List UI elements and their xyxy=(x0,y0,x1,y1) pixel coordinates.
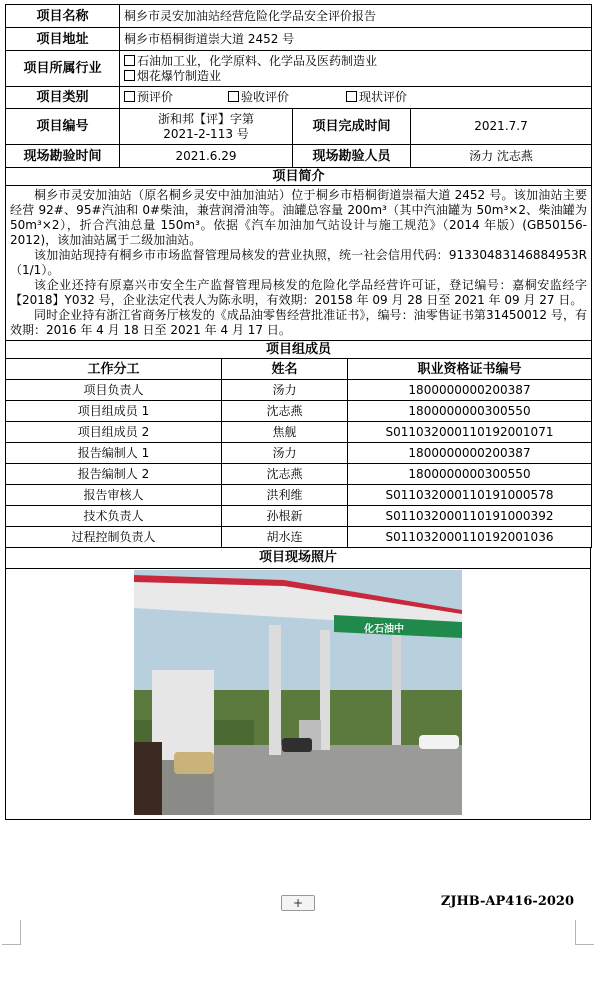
member-name: 沈志燕 xyxy=(222,464,348,485)
industry-option-petroleum[interactable]: 石油加工业，化学原料、化学品及医药制造业 xyxy=(124,54,587,69)
intro-paragraph: 该加油站现持有桐乡市市场监督管理局核发的营业执照，统一社会信用代码：91330483146884953R（1/1）。 xyxy=(10,248,588,277)
member-name: 沈志燕 xyxy=(222,401,348,422)
project-name-label: 项目名称 xyxy=(6,5,120,28)
checkbox-icon xyxy=(346,91,357,102)
intro-section-title: 项目简介 xyxy=(6,168,592,186)
canopy-sign-text: 化石油中 xyxy=(364,623,404,635)
table-row xyxy=(6,401,592,422)
type-option-status[interactable]: 现状评价 xyxy=(346,90,407,104)
member-certificate: S011032000110192001036 xyxy=(348,527,592,548)
table-row xyxy=(6,506,592,527)
project-name-value: 桐乡市灵安加油站经营危险化学品安全评价报告 xyxy=(120,5,592,28)
table-row xyxy=(6,422,592,443)
member-name: 汤力 xyxy=(222,443,348,464)
checkbox-icon xyxy=(124,70,135,81)
intro-paragraph: 该企业还持有原嘉兴市安全生产监督管理局核发的危险化学品经营许可证，登记编号：嘉桐安监经字【2018】Y032 号，企业法定代表人为陈永明，有效期：20158 年 09 月 28 日至 2021 年 09 月 27 日。 xyxy=(10,278,588,307)
checkbox-icon xyxy=(124,91,135,102)
member-name: 洪利维 xyxy=(222,485,348,506)
member-certificate: 1800000000300550 xyxy=(348,401,592,422)
member-certificate: 1800000000300550 xyxy=(348,464,592,485)
checkbox-icon xyxy=(228,91,239,102)
member-role: 项目组成员 1 xyxy=(6,401,222,422)
member-certificate: 1800000000200387 xyxy=(348,380,592,401)
document-code: ZJHB-AP416-2020 xyxy=(440,894,574,909)
team-section-title: 项目组成员 xyxy=(6,341,592,359)
crop-mark-left xyxy=(2,920,21,945)
team-table xyxy=(5,359,592,548)
gas-station-illustration xyxy=(134,570,462,815)
project-number-label: 项目编号 xyxy=(6,109,120,145)
project-info-table xyxy=(5,4,592,359)
project-type-label: 项目类别 xyxy=(6,87,120,109)
member-name: 焦舰 xyxy=(222,422,348,443)
table-row xyxy=(6,527,592,548)
column-header-role: 工作分工 xyxy=(6,359,222,380)
table-row xyxy=(6,443,592,464)
member-role: 技术负责人 xyxy=(6,506,222,527)
type-option-pre[interactable]: 预评价 xyxy=(124,90,228,105)
survey-time-value: 2021.6.29 xyxy=(120,145,293,168)
intro-paragraph: 同时企业持有浙江省商务厅核发的《成品油零售经营批准证书》，编号：油零售证书第31450012 号，有效期：2016 年 4 月 18 日至 2021 年 4 月 17 日。 xyxy=(10,308,588,337)
finish-time-value: 2021.7.7 xyxy=(411,109,592,145)
member-role: 报告编制人 1 xyxy=(6,443,222,464)
member-certificate: S011032000110192001071 xyxy=(348,422,592,443)
member-role: 项目组成员 2 xyxy=(6,422,222,443)
survey-staff-label: 现场勘验人员 xyxy=(293,145,411,168)
project-industry-label: 项目所属行业 xyxy=(6,51,120,87)
member-certificate: S011032000110191000392 xyxy=(348,506,592,527)
project-number-value: 浙和邦【评】字第 2021-2-113 号 xyxy=(120,109,293,145)
photo-table xyxy=(5,548,591,820)
project-address-value: 桐乡市梧桐街道崇大道 2452 号 xyxy=(120,28,592,51)
member-name: 孙根新 xyxy=(222,506,348,527)
table-row xyxy=(6,380,592,401)
member-name: 汤力 xyxy=(222,380,348,401)
finish-time-label: 项目完成时间 xyxy=(293,109,411,145)
project-type-options xyxy=(120,87,592,109)
member-name: 胡水连 xyxy=(222,527,348,548)
member-role: 报告审核人 xyxy=(6,485,222,506)
intro-paragraph: 桐乡市灵安加油站（原名桐乡灵安中油加油站）位于桐乡市梧桐街道崇福大道 2452 号。该加油站主要经营 92#、95#汽油和 0#柴油，兼营润滑油等。油罐总容量 200m³（其中汽油罐为 50m³×2、柴油罐为 50m³×2），折合汽油总量 150m³。依据《汽车加油加气站设计与施工规范》（2014 年版）(GB50156-2012)，该加油站属于二级加油站。 xyxy=(10,188,588,247)
project-industry-options xyxy=(120,51,592,87)
industry-option-fireworks[interactable]: 烟花爆竹制造业 xyxy=(124,69,587,84)
member-certificate: 1800000000200387 xyxy=(348,443,592,464)
column-header-name: 姓名 xyxy=(222,359,348,380)
checkbox-icon xyxy=(124,55,135,66)
intro-section-body xyxy=(6,186,592,341)
gas-station-photo xyxy=(134,570,462,815)
member-role: 项目负责人 xyxy=(6,380,222,401)
project-address-label: 项目地址 xyxy=(6,28,120,51)
member-role: 报告编制人 2 xyxy=(6,464,222,485)
crop-mark-right xyxy=(575,920,594,945)
table-row xyxy=(6,464,592,485)
photo-section-title: 项目现场照片 xyxy=(6,548,591,568)
survey-time-label: 现场勘验时间 xyxy=(6,145,120,168)
member-certificate: S011032000110191000578 xyxy=(348,485,592,506)
column-header-certificate: 职业资格证书编号 xyxy=(348,359,592,380)
add-button[interactable]: + xyxy=(281,895,315,911)
type-option-acceptance[interactable]: 验收评价 xyxy=(228,90,346,105)
survey-staff-value: 汤力 沈志燕 xyxy=(411,145,592,168)
member-role: 过程控制负责人 xyxy=(6,527,222,548)
photo-cell xyxy=(6,568,591,819)
evaluation-report-form xyxy=(5,4,591,820)
table-row xyxy=(6,485,592,506)
